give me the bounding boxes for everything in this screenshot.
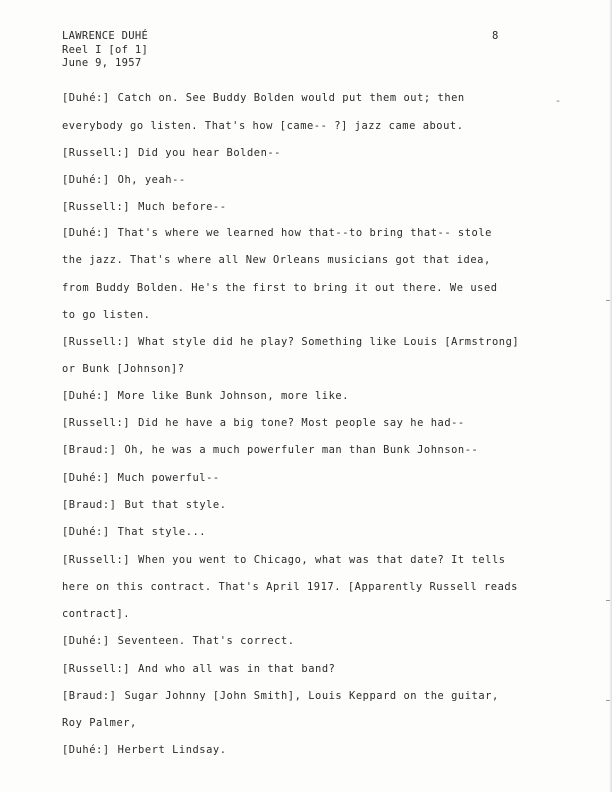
line-text: Much powerful-- [117, 472, 220, 484]
interviewee-name: LAWRENCE DUHÉ [62, 30, 149, 42]
transcript-line [62, 201, 227, 213]
line-text: Oh, yeah-- [117, 174, 186, 186]
transcript-line [62, 282, 498, 294]
speaker-label: [Braud:] [62, 690, 117, 702]
line-text: Seventeen. That's correct. [117, 635, 295, 647]
speaker-label: [Braud:] [62, 444, 117, 456]
transcript-line [62, 390, 349, 402]
line-text: Much before-- [138, 201, 227, 213]
transcript-line [62, 254, 491, 266]
transcript-line [62, 663, 335, 675]
line-text: That's where we learned how that--to bring that-- stole [117, 227, 492, 239]
line-text: everybody go listen. That's how [came-- ?] jazz came about. [62, 120, 464, 132]
transcript-line [62, 120, 464, 132]
speaker-label: [Russell:] [62, 554, 131, 566]
speaker-label: [Russell:] [62, 663, 131, 675]
transcript-line [62, 417, 465, 429]
line-text: More like Bunk Johnson, more like. [117, 390, 350, 402]
transcript-line [62, 363, 185, 375]
line-text: Herbert Lindsay. [117, 744, 227, 756]
line-text: Oh, he was a much powerfuler man than Bunk Johnson-- [124, 444, 479, 456]
transcript-line [62, 92, 465, 104]
line-text: or Bunk [Johnson]? [62, 363, 185, 375]
page-number: 8 [492, 30, 499, 42]
line-text: Roy Palmer, [62, 717, 137, 729]
speaker-label: [Russell:] [62, 336, 131, 348]
transcript-line [62, 526, 206, 538]
transcript-line [62, 581, 518, 593]
transcript-line [62, 336, 519, 348]
transcript-line [62, 147, 281, 159]
page-header [62, 30, 148, 71]
transcript-line [62, 717, 137, 729]
speaker-label: [Duhé:] [62, 174, 110, 186]
speaker-label: [Duhé:] [62, 744, 110, 756]
line-text: What style did he play? Something like Louis [Armstrong] [138, 336, 520, 348]
edge-mark [606, 600, 610, 601]
reel-label: Reel I [of 1] [62, 43, 149, 56]
transcript-line [62, 608, 130, 620]
speaker-label: [Duhé:] [62, 526, 110, 538]
speaker-label: [Duhé:] [62, 635, 110, 647]
edge-mark [606, 700, 610, 701]
line-text: But that style. [124, 499, 227, 511]
edge-mark [606, 300, 610, 301]
transcript-line [62, 174, 186, 186]
speaker-label: [Braud:] [62, 499, 117, 511]
line-text: the jazz. That's where all New Orleans musicians got that idea, [62, 254, 491, 266]
speaker-label: [Duhé:] [62, 472, 110, 484]
speaker-label: [Duhé:] [62, 227, 110, 239]
line-text: Did you hear Bolden-- [138, 147, 281, 159]
speaker-label: [Russell:] [62, 147, 131, 159]
line-text: That style... [117, 526, 207, 538]
line-text: from Buddy Bolden. He's the first to bring it out there. We used [62, 282, 498, 294]
stray-mark: - [555, 96, 562, 107]
interview-date: June 9, 1957 [62, 57, 142, 69]
line-text: When you went to Chicago, what was that date? It tells [138, 554, 506, 566]
transcript-line [62, 227, 492, 239]
transcript-line [62, 635, 295, 647]
transcript-line [62, 472, 220, 484]
line-text: Did he have a big tone? Most people say he had-- [138, 417, 465, 429]
transcript-line [62, 554, 506, 566]
speaker-label: [Russell:] [62, 417, 131, 429]
transcript-line [62, 744, 227, 756]
line-text: Catch on. See Buddy Bolden would put them out; then [117, 92, 465, 104]
speaker-label: [Russell:] [62, 201, 131, 213]
line-text: to go listen. [62, 309, 151, 321]
transcript-line [62, 444, 478, 456]
transcript-line [62, 499, 227, 511]
transcript-line [62, 309, 150, 321]
line-text: And who all was in that band? [138, 663, 336, 675]
transcript-line [62, 690, 499, 702]
speaker-label: [Duhé:] [62, 390, 110, 402]
line-text: contract]. [62, 608, 131, 620]
line-text: Sugar Johnny [John Smith], Louis Keppard on the guitar, [124, 690, 499, 702]
speaker-label: [Duhé:] [62, 92, 110, 104]
line-text: here on this contract. That's April 1917. [Apparently Russell reads [62, 581, 518, 593]
